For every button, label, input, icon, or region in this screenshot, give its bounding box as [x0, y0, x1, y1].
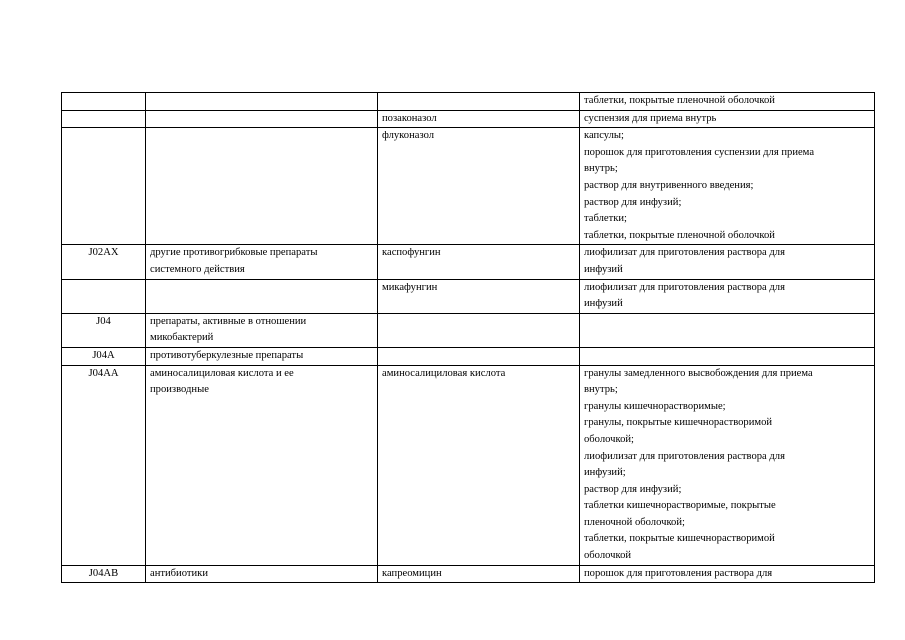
atc-code-cell: J02AX — [62, 245, 146, 279]
dosage-forms-cell — [580, 93, 875, 111]
cell-text-line: внутрь; — [584, 384, 618, 396]
dosage-forms-cell — [580, 110, 875, 128]
table-row — [62, 245, 875, 279]
dosage-forms-cell — [580, 128, 875, 245]
group-name-cell — [146, 128, 378, 245]
cell-text-line: аминосалициловая кислота — [382, 367, 506, 379]
cell-text-line: флуконазол — [382, 130, 435, 142]
cell-text-line: капсулы; — [584, 130, 624, 142]
group-name-cell — [146, 110, 378, 128]
cell-text-line: раствор для инфузий; — [584, 483, 682, 495]
atc-code-cell: J04AB — [62, 565, 146, 583]
drug-name-cell — [378, 110, 580, 128]
drug-name-cell — [378, 93, 580, 111]
cell-text-line: раствор для инфузий; — [584, 196, 682, 208]
cell-text-line: гранулы, покрытые кишечнорастворимой — [584, 417, 773, 429]
cell-text-line: лиофилизат для приготовления раствора для — [584, 247, 785, 259]
drug-name-cell — [378, 365, 580, 565]
cell-text-line: оболочкой — [584, 550, 632, 562]
cell-text-line: таблетки, покрытые кишечнорастворимой — [584, 533, 775, 545]
cell-text-line: препараты, активные в отношении — [150, 315, 307, 327]
cell-text-line: таблетки; — [584, 213, 627, 225]
atc-code-cell: J04A — [62, 347, 146, 365]
cell-text-line: системного действия — [150, 263, 245, 275]
cell-text-line: микафунгин — [382, 281, 438, 293]
cell-text-line: каспофунгин — [382, 247, 441, 259]
cell-text-line: инфузий — [584, 298, 623, 310]
drug-table — [61, 92, 875, 583]
atc-code-cell: J04 — [62, 313, 146, 347]
cell-text-line: капреомицин — [382, 567, 442, 579]
group-name-cell — [146, 347, 378, 365]
table-row — [62, 279, 875, 313]
cell-text-line: порошок для приготовления раствора для — [584, 567, 773, 579]
cell-text-line: таблетки, покрытые пленочной оболочкой — [584, 95, 775, 106]
group-name-cell — [146, 93, 378, 111]
dosage-forms-cell — [580, 279, 875, 313]
table-row — [62, 128, 875, 245]
group-name-cell — [146, 279, 378, 313]
cell-text-line: производные — [150, 384, 209, 396]
cell-text-line: микобактерий — [150, 332, 214, 344]
table-row — [62, 565, 875, 583]
cell-text-line: таблетки, покрытые пленочной оболочкой — [584, 229, 775, 241]
cell-text-line: раствор для внутривенного введения; — [584, 179, 754, 191]
dosage-forms-cell — [580, 347, 875, 365]
atc-code-cell — [62, 279, 146, 313]
drug-name-cell — [378, 347, 580, 365]
cell-text-line: оболочкой; — [584, 433, 634, 445]
cell-text-line: инфузий; — [584, 467, 626, 479]
cell-text-line: лиофилизат для приготовления раствора для — [584, 281, 785, 293]
drug-table-body — [62, 93, 875, 583]
drug-name-cell — [378, 245, 580, 279]
drug-name-cell — [378, 565, 580, 583]
cell-text-line: таблетки кишечнорастворимые, покрытые — [584, 500, 776, 512]
cell-text-line: гранулы замедленного высвобождения для приема — [584, 367, 813, 379]
cell-text-line: антибиотики — [150, 567, 209, 579]
group-name-cell — [146, 245, 378, 279]
cell-text-line: гранулы кишечнорастворимые; — [584, 400, 726, 412]
dosage-forms-cell — [580, 245, 875, 279]
cell-text-line: порошок для приготовления суспензии для приема — [584, 146, 815, 158]
drug-name-cell — [378, 128, 580, 245]
cell-text-line: суспензия для приема внутрь — [584, 112, 717, 124]
drug-name-cell — [378, 313, 580, 347]
cell-text-line: пленочной оболочкой; — [584, 516, 685, 528]
drug-name-cell — [378, 279, 580, 313]
table-row — [62, 93, 875, 111]
dosage-forms-cell — [580, 565, 875, 583]
group-name-cell — [146, 565, 378, 583]
atc-code-cell — [62, 128, 146, 245]
group-name-cell — [146, 313, 378, 347]
cell-text-line: внутрь; — [584, 163, 618, 175]
atc-code-cell: J04AA — [62, 365, 146, 565]
cell-text-line: аминосалициловая кислота и ее — [150, 367, 294, 379]
group-name-cell — [146, 365, 378, 565]
cell-text-line: лиофилизат для приготовления раствора для — [584, 450, 785, 462]
table-row — [62, 347, 875, 365]
cell-text-line: инфузий — [584, 263, 623, 275]
table-row — [62, 365, 875, 565]
cell-text-line: другие противогрибковые препараты — [150, 247, 318, 259]
cell-text-line: противотуберкулезные препараты — [150, 349, 304, 361]
atc-code-cell — [62, 110, 146, 128]
table-row — [62, 110, 875, 128]
dosage-forms-cell — [580, 365, 875, 565]
atc-code-cell — [62, 93, 146, 111]
cell-text-line: позаконазол — [382, 112, 437, 124]
dosage-forms-cell — [580, 313, 875, 347]
table-row — [62, 313, 875, 347]
